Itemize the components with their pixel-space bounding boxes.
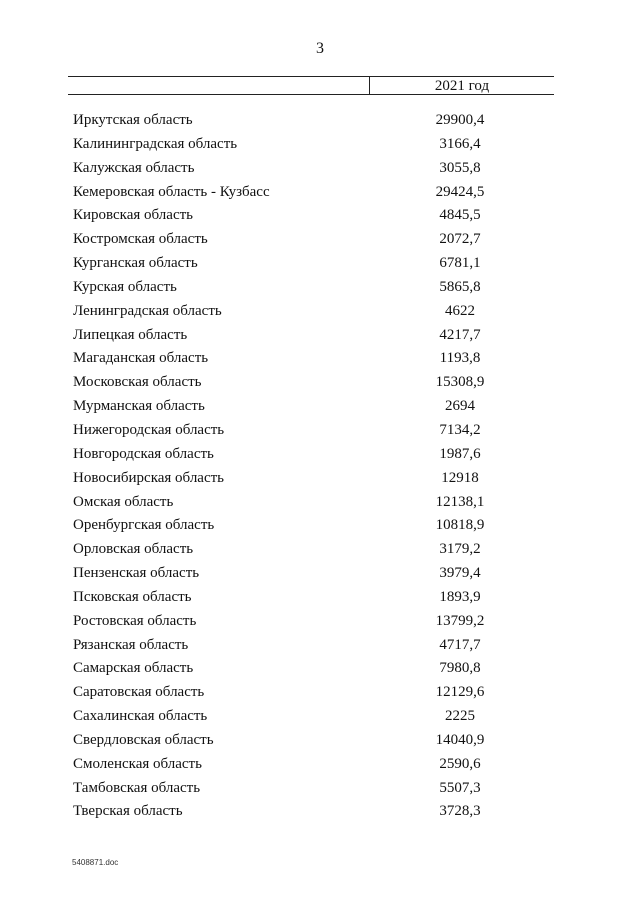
region-name: Кировская область xyxy=(73,207,194,224)
region-value: 4845,5 xyxy=(439,207,481,224)
region-name: Магаданская область xyxy=(73,350,209,367)
table-row xyxy=(0,112,640,136)
region-name: Оренбургская область xyxy=(73,517,215,534)
region-name: Липецкая область xyxy=(73,326,188,343)
region-value: 6781,1 xyxy=(439,255,481,272)
table-row xyxy=(0,160,640,184)
region-value: 3179,2 xyxy=(439,541,481,558)
table-row xyxy=(0,565,640,589)
table-row xyxy=(0,589,640,613)
region-value: 12918 xyxy=(441,469,479,486)
region-name: Мурманская область xyxy=(73,398,205,415)
table-row xyxy=(0,303,640,327)
table-row xyxy=(0,637,640,661)
table-row xyxy=(0,494,640,518)
region-name: Смоленская область xyxy=(73,755,202,772)
region-name: Курганская область xyxy=(73,255,198,272)
table-row xyxy=(0,350,640,374)
region-value: 3979,4 xyxy=(439,565,481,582)
region-name: Псковская область xyxy=(73,588,192,605)
region-name: Иркутская область xyxy=(73,112,193,128)
region-value: 29424,5 xyxy=(435,183,485,200)
table-row xyxy=(0,708,640,732)
region-name: Орловская область xyxy=(73,541,194,558)
region-value: 5507,3 xyxy=(439,779,481,796)
region-value: 15308,9 xyxy=(435,374,485,391)
table-row xyxy=(0,374,640,398)
year-column-header: 2021 год xyxy=(434,78,490,94)
region-name: Саратовская область xyxy=(73,684,205,701)
table-row xyxy=(0,422,640,446)
table-row xyxy=(0,398,640,422)
region-value: 10818,9 xyxy=(435,517,485,534)
region-name: Рязанская область xyxy=(73,636,189,653)
region-value: 29900,4 xyxy=(435,112,485,128)
region-name: Ростовская область xyxy=(73,612,197,629)
table-row xyxy=(0,756,640,780)
table-row xyxy=(0,684,640,708)
region-value: 4717,7 xyxy=(439,636,481,653)
region-value: 2072,7 xyxy=(439,231,481,248)
region-name: Ленинградская область xyxy=(73,302,222,319)
region-value: 14040,9 xyxy=(435,731,485,748)
region-name: Тверская область xyxy=(73,803,183,820)
table-row xyxy=(0,541,640,565)
region-value: 2225 xyxy=(445,708,475,725)
region-name: Костромская область xyxy=(73,231,208,248)
document-filename: 5408871.doc xyxy=(72,858,119,867)
table-row xyxy=(0,207,640,231)
region-name: Кемеровская область - Кузбасс xyxy=(73,183,270,200)
region-name: Курская область xyxy=(73,278,177,295)
region-value: 1193,8 xyxy=(439,350,481,367)
table-row xyxy=(0,660,640,684)
region-value: 3166,4 xyxy=(439,135,481,152)
region-value: 13799,2 xyxy=(435,612,485,629)
region-name: Московская область xyxy=(73,374,202,391)
region-name: Свердловская область xyxy=(73,731,214,748)
region-value: 1893,9 xyxy=(439,588,481,605)
region-value: 2694 xyxy=(445,398,475,415)
region-value: 1987,6 xyxy=(439,445,481,462)
table-row xyxy=(0,279,640,303)
region-name: Калужская область xyxy=(73,159,195,176)
page-number: 3 xyxy=(316,40,324,57)
region-value: 3728,3 xyxy=(439,803,481,820)
region-value: 4217,7 xyxy=(439,326,481,343)
region-value: 2590,6 xyxy=(439,755,481,772)
region-name: Тамбовская область xyxy=(73,779,201,796)
region-name: Сахалинская область xyxy=(73,708,208,725)
table-row xyxy=(0,732,640,756)
region-value: 7980,8 xyxy=(439,660,481,677)
table-row xyxy=(0,517,640,541)
region-name: Самарская область xyxy=(73,660,194,677)
region-name: Пензенская область xyxy=(73,565,200,582)
table-header xyxy=(68,76,554,95)
region-name: Омская область xyxy=(73,493,174,510)
table-row xyxy=(0,327,640,351)
table-row xyxy=(0,613,640,637)
table-row xyxy=(0,470,640,494)
region-name: Новосибирская область xyxy=(73,469,225,486)
table-row xyxy=(0,136,640,160)
region-value: 4622 xyxy=(445,302,475,319)
region-name: Калининградская область xyxy=(73,135,238,152)
table-row xyxy=(0,255,640,279)
table-row xyxy=(0,780,640,804)
table-row xyxy=(0,803,640,827)
table-row xyxy=(0,231,640,255)
table-row xyxy=(0,446,640,470)
region-value: 12129,6 xyxy=(435,684,485,701)
region-name: Новгородская область xyxy=(73,445,214,462)
region-value: 5865,8 xyxy=(439,278,481,295)
region-value: 7134,2 xyxy=(439,421,481,438)
region-value: 12138,1 xyxy=(435,493,485,510)
region-name: Нижегородская область xyxy=(73,421,225,438)
region-value: 3055,8 xyxy=(439,159,481,176)
data-table-body xyxy=(0,112,640,827)
table-row xyxy=(0,184,640,208)
